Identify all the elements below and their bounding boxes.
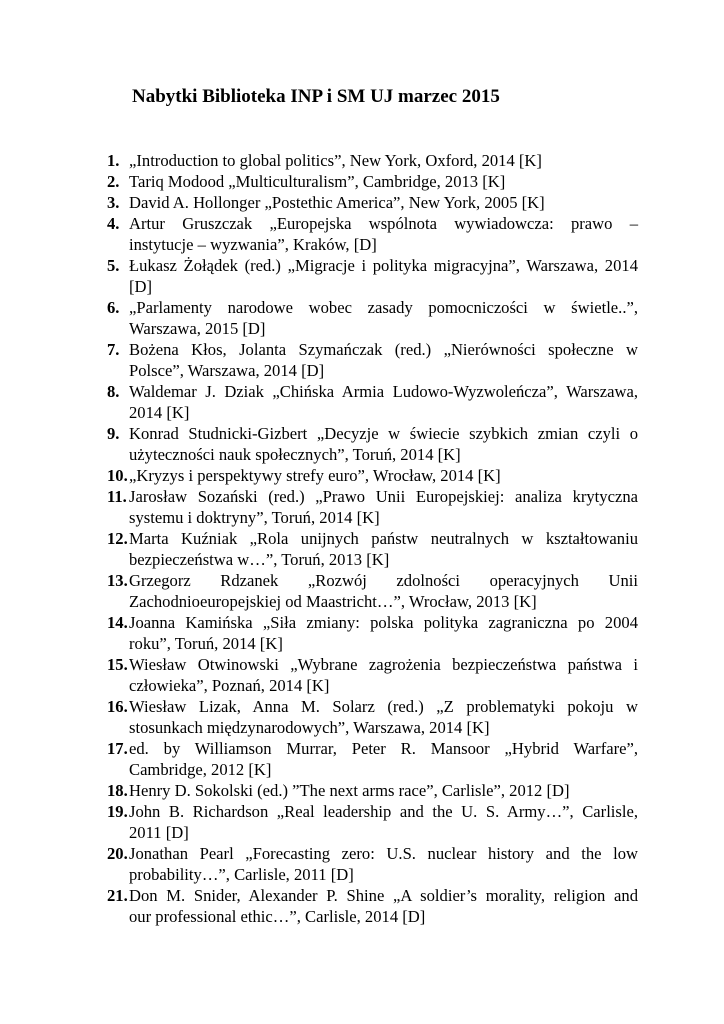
item-text-line: bezpieczeństwa w…”, Toruń, 2013 [K] xyxy=(129,550,390,569)
item-number: 6. xyxy=(107,298,120,317)
item-number: 5. xyxy=(107,256,120,275)
list-item xyxy=(0,528,724,570)
item-text-line: Konrad Studnicki-Gizbert „Decyzje w świecie szybkich zmian czyli o xyxy=(129,424,638,443)
item-text-line: [D] xyxy=(129,277,153,296)
item-text xyxy=(129,171,638,192)
item-text xyxy=(129,339,638,381)
item-number: 14. xyxy=(107,613,128,632)
item-text xyxy=(129,612,638,654)
item-text-line: systemu i doktryny”, Toruń, 2014 [K] xyxy=(129,508,380,527)
list-item xyxy=(0,780,724,801)
list-item xyxy=(0,297,724,339)
item-text xyxy=(129,150,638,171)
item-text xyxy=(129,465,638,486)
item-text-line: probability…”, Carlisle, 2011 [D] xyxy=(129,865,354,884)
item-text-line: użyteczności nauk społecznych”, Toruń, 2014 [K] xyxy=(129,445,461,464)
list-item xyxy=(0,150,724,171)
item-number: 18. xyxy=(107,781,128,800)
item-text xyxy=(129,528,638,570)
item-text-line: Waldemar J. Dziak „Chińska Armia Ludowo-Wyzwoleńcza”, Warszawa, xyxy=(129,382,638,401)
item-number: 4. xyxy=(107,214,120,233)
item-text xyxy=(129,654,638,696)
item-number: 9. xyxy=(107,424,120,443)
item-text-line: Łukasz Żołądek (red.) „Migracje i polityka migracyjna”, Warszawa, 2014 xyxy=(129,256,638,275)
item-text-line: ed. by Williamson Murrar, Peter R. Mansoor „Hybrid Warfare”, xyxy=(129,739,638,758)
list-item xyxy=(0,255,724,297)
item-text-line: our professional ethic…”, Carlisle, 2014 [D] xyxy=(129,907,426,926)
item-number: 11. xyxy=(107,487,127,506)
list-item xyxy=(0,801,724,843)
item-text-line: „Parlamenty narodowe wobec zasady pomocniczości w świetle..”, xyxy=(129,298,638,317)
item-text-line: Tariq Modood „Multiculturalism”, Cambridge, 2013 [K] xyxy=(129,172,506,191)
item-number: 3. xyxy=(107,193,120,212)
item-text xyxy=(129,255,638,297)
item-number: 21. xyxy=(107,886,128,905)
item-text-line: Henry D. Sokolski (ed.) ”The next arms race”, Carlisle”, 2012 [D] xyxy=(129,781,570,800)
page-title: Nabytki Biblioteka INP i SM UJ marzec 2015 xyxy=(132,86,500,107)
item-text xyxy=(129,801,638,843)
list-item xyxy=(0,696,724,738)
list-item xyxy=(0,654,724,696)
list-item xyxy=(0,192,724,213)
item-number: 8. xyxy=(107,382,120,401)
item-number: 12. xyxy=(107,529,128,548)
item-number: 13. xyxy=(107,571,128,590)
item-number: 10. xyxy=(107,466,128,485)
item-text-line: człowieka”, Poznań, 2014 [K] xyxy=(129,676,330,695)
acquisitions-list xyxy=(0,150,724,927)
item-text-line: Jarosław Sozański (red.) „Prawo Unii Europejskiej: analiza krytyczna xyxy=(129,487,638,506)
item-number: 19. xyxy=(107,802,128,821)
item-text-line: Wiesław Otwinowski „Wybrane zagrożenia bezpieczeństwa państwa i xyxy=(129,655,638,674)
list-item xyxy=(0,843,724,885)
item-text xyxy=(129,381,638,423)
item-text-line: instytucje – wyzwania”, Kraków, [D] xyxy=(129,235,377,254)
list-item xyxy=(0,612,724,654)
item-text-line: stosunkach międzynarodowych”, Warszawa, 2014 [K] xyxy=(129,718,490,737)
item-number: 17. xyxy=(107,739,128,758)
item-text xyxy=(129,570,638,612)
list-item xyxy=(0,423,724,465)
item-text-line: Artur Gruszczak „Europejska wspólnota wywiadowcza: prawo – xyxy=(129,214,638,233)
list-item xyxy=(0,213,724,255)
list-item xyxy=(0,171,724,192)
item-text xyxy=(129,297,638,339)
list-item xyxy=(0,885,724,927)
item-text-line: Polsce”, Warszawa, 2014 [D] xyxy=(129,361,325,380)
item-text xyxy=(129,738,638,780)
item-text-line: Wiesław Lizak, Anna M. Solarz (red.) „Z problematyki pokoju w xyxy=(129,697,638,716)
item-text xyxy=(129,192,638,213)
item-text xyxy=(129,780,638,801)
item-text-line: „Introduction to global politics”, New York, Oxford, 2014 [K] xyxy=(129,151,542,170)
list-item xyxy=(0,381,724,423)
item-text-line: „Kryzys i perspektywy strefy euro”, Wrocław, 2014 [K] xyxy=(129,466,501,485)
list-item xyxy=(0,738,724,780)
item-text-line: 2014 [K] xyxy=(129,403,190,422)
item-text-line: Bożena Kłos, Jolanta Szymańczak (red.) „Nierówności społeczne w xyxy=(129,340,638,359)
item-number: 15. xyxy=(107,655,128,674)
item-number: 2. xyxy=(107,172,120,191)
list-item xyxy=(0,486,724,528)
item-text xyxy=(129,423,638,465)
item-text-line: David A. Hollonger „Postethic America”, New York, 2005 [K] xyxy=(129,193,545,212)
item-text-line: Zachodnioeuropejskiej od Maastricht…”, Wrocław, 2013 [K] xyxy=(129,592,537,611)
item-number: 20. xyxy=(107,844,128,863)
list-item xyxy=(0,465,724,486)
item-text-line: Grzegorz Rdzanek „Rozwój zdolności operacyjnych Unii xyxy=(129,571,638,590)
item-text-line: Joanna Kamińska „Siła zmiany: polska polityka zagraniczna po 2004 xyxy=(129,613,638,632)
item-text-line: Warszawa, 2015 [D] xyxy=(129,319,266,338)
item-text xyxy=(129,885,638,927)
item-text-line: Don M. Snider, Alexander P. Shine „A soldier’s morality, religion and xyxy=(129,886,638,905)
item-text xyxy=(129,843,638,885)
item-text-line: Cambridge, 2012 [K] xyxy=(129,760,272,779)
item-text xyxy=(129,696,638,738)
item-text-line: John B. Richardson „Real leadership and the U. S. Army…”, Carlisle, xyxy=(129,802,638,821)
item-text-line: roku”, Toruń, 2014 [K] xyxy=(129,634,283,653)
item-number: 1. xyxy=(107,151,120,170)
item-text xyxy=(129,486,638,528)
item-text xyxy=(129,213,638,255)
item-text-line: Marta Kuźniak „Rola unijnych państw neutralnych w kształtowaniu xyxy=(129,529,638,548)
list-item xyxy=(0,570,724,612)
item-text-line: Jonathan Pearl „Forecasting zero: U.S. nuclear history and the low xyxy=(129,844,638,863)
item-text-line: 2011 [D] xyxy=(129,823,189,842)
item-number: 16. xyxy=(107,697,128,716)
item-number: 7. xyxy=(107,340,120,359)
list-item xyxy=(0,339,724,381)
